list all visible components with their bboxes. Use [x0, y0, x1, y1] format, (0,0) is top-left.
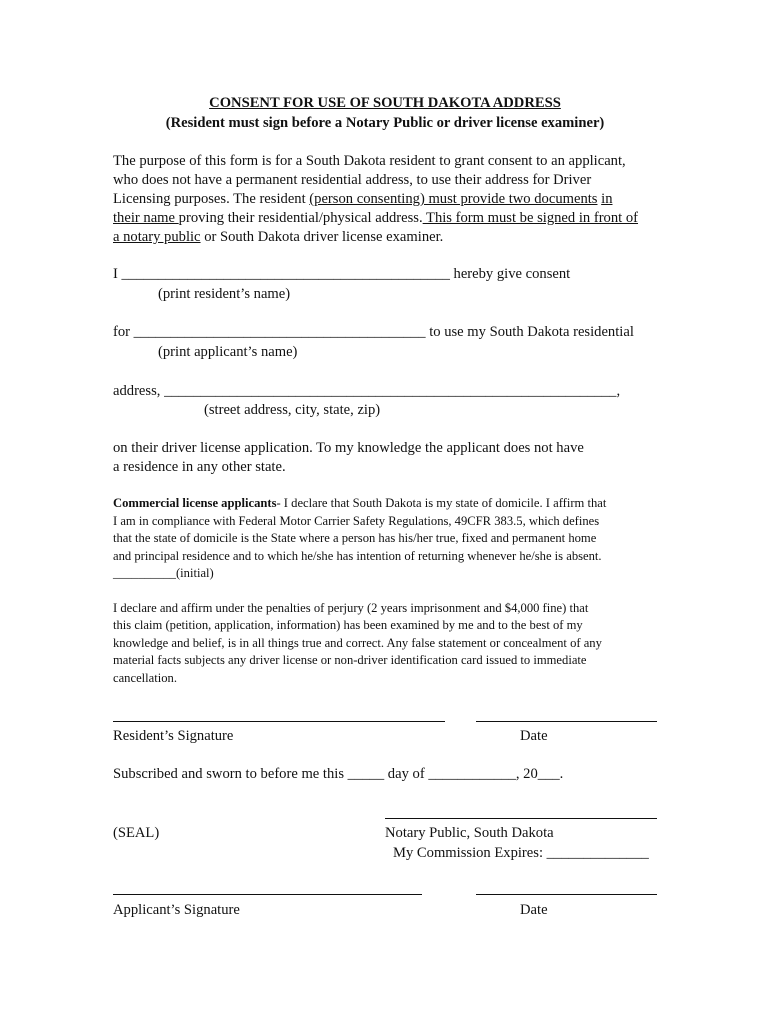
notary-signature-line[interactable]: [385, 818, 657, 819]
applicant-date-line[interactable]: [476, 894, 657, 895]
commercial-text: - I declare that South Dakota is my state of domicile. I affirm that: [276, 496, 607, 510]
sworn-statement[interactable]: Subscribed and sworn to before me this _____ day of ____________, 20___.: [113, 766, 564, 782]
resident-name-field[interactable]: I _____________________________________________ hereby give consent: [113, 266, 571, 282]
purpose-text: proving their residential/physical address.: [178, 210, 423, 226]
documents-requirement: in: [601, 191, 613, 207]
application-line-2: a residence in any other state.: [113, 459, 286, 475]
perjury-line-3: knowledge and belief, is in all things true and correct. Any false statement or concealment of any: [113, 636, 602, 650]
commercial-line-2: I am in compliance with Federal Motor Carrier Safety Regulations, 49CFR 383.5, which defines: [113, 514, 600, 528]
application-line-1: on their driver license application. To my knowledge the applicant does not have: [113, 440, 584, 456]
address-caption: (street address, city, state, zip): [204, 402, 381, 418]
resident-name-caption: (print resident’s name): [158, 286, 291, 302]
purpose-line-4: [113, 209, 638, 228]
resident-date-line[interactable]: [476, 721, 657, 722]
notary-requirement: This form must be signed in front of: [422, 210, 639, 226]
perjury-line-1: I declare and affirm under the penalties of perjury (2 years imprisonment and $4,000 fine) that: [113, 601, 589, 615]
notary-label: Notary Public, South Dakota: [385, 825, 554, 841]
applicant-signature-line[interactable]: [113, 894, 422, 895]
purpose-line-5: [113, 228, 443, 247]
purpose-text: or South Dakota driver license examiner.: [200, 229, 444, 245]
applicant-date-label: Date: [520, 902, 548, 918]
notary-requirement: a notary public: [113, 229, 201, 245]
purpose-line-2: who does not have a permanent residential address, to use their address for Driver: [113, 172, 592, 188]
resident-signature-label: Resident’s Signature: [113, 728, 234, 744]
applicant-name-field[interactable]: for ________________________________________ to use my South Dakota residential: [113, 324, 634, 340]
seal-label: (SEAL): [113, 825, 160, 841]
commercial-line-4: and principal residence and to which he/she has intention of returning whenever he/she is absent.: [113, 549, 602, 563]
applicant-signature-label: Applicant’s Signature: [113, 902, 240, 918]
documents-requirement: their name: [113, 210, 179, 226]
commission-expires-field[interactable]: My Commission Expires: ______________: [393, 845, 649, 861]
purpose-line-3: [113, 190, 613, 209]
perjury-line-2: this claim (petition, application, information) has been examined by me and to the best of my: [113, 618, 583, 632]
form-title: CONSENT FOR USE OF SOUTH DAKOTA ADDRESS: [209, 95, 561, 111]
applicant-name-caption: (print applicant’s name): [158, 344, 298, 360]
commercial-heading: Commercial license applicants: [113, 496, 277, 510]
perjury-line-5: cancellation.: [113, 671, 177, 685]
address-field[interactable]: address, ______________________________________________________________,: [113, 383, 621, 399]
commercial-line-3: that the state of domicile is the State where a person has his/her true, fixed and permanent home: [113, 531, 597, 545]
commercial-line-1: [113, 495, 606, 513]
resident-date-label: Date: [520, 728, 548, 744]
perjury-line-4: material facts subjects any driver license or non-driver identification card issued to immediate: [113, 653, 587, 667]
commercial-initial-field[interactable]: __________(initial): [113, 566, 214, 580]
resident-signature-line[interactable]: [113, 721, 445, 722]
documents-requirement: (person consenting) must provide two documents: [309, 191, 598, 207]
purpose-text: Licensing purposes. The resident: [113, 191, 310, 207]
purpose-line-1: The purpose of this form is for a South Dakota resident to grant consent to an applicant,: [113, 153, 626, 169]
form-subtitle: (Resident must sign before a Notary Public or driver license examiner): [165, 115, 605, 131]
